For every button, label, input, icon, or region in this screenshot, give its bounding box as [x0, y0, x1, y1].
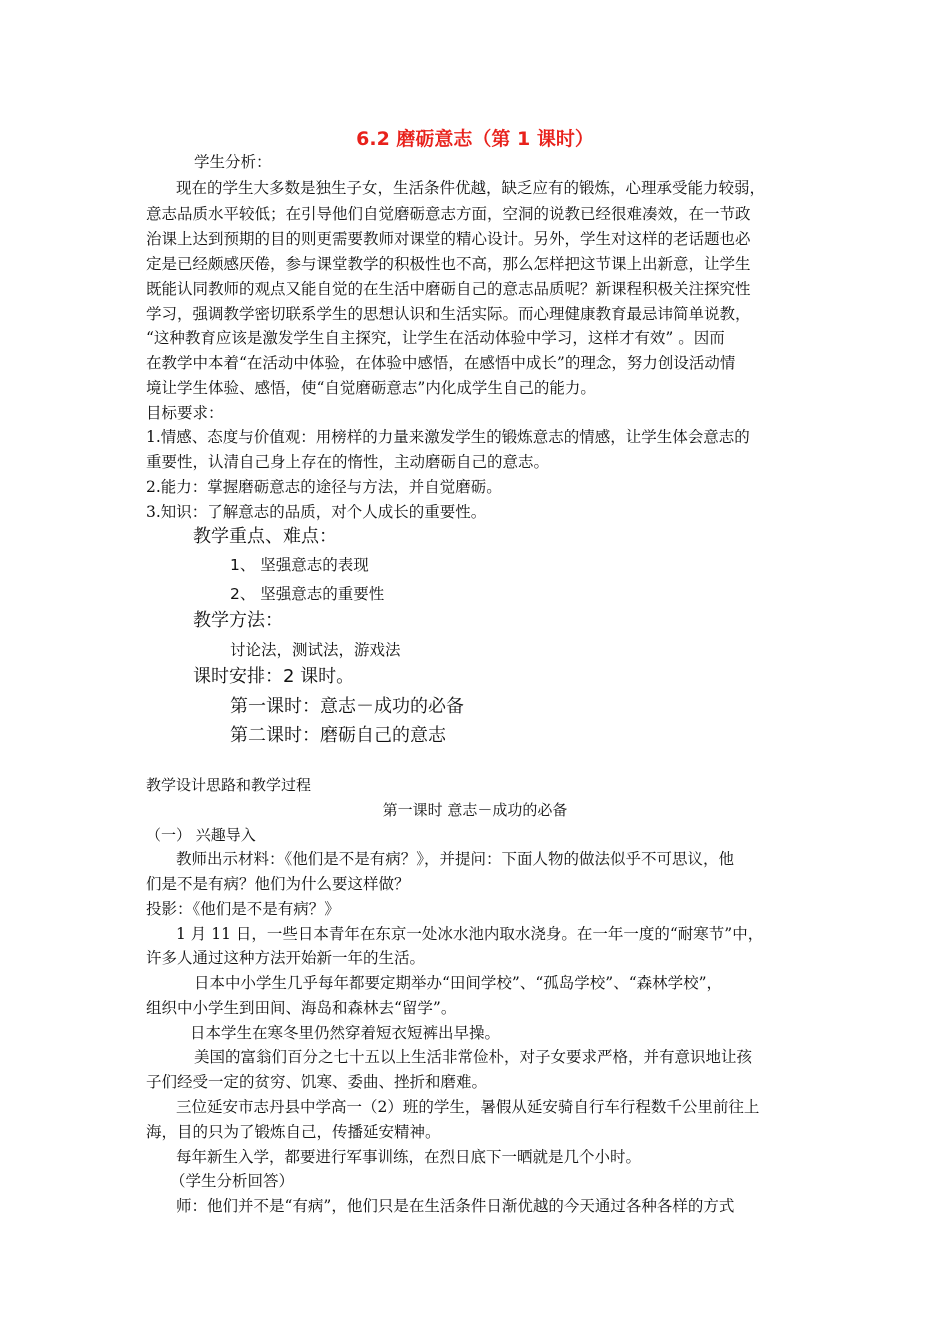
paragraph-line: 们是不是有病？他们为什么要这样做？	[146, 875, 410, 893]
section-heading: （一） 兴趣导入	[146, 826, 256, 844]
paragraph-line: 组织中小学生到田间、海岛和森林去“留学”。	[146, 999, 457, 1017]
paragraph-line: 意志品质水平较低；在引导他们自觉磨砺意志方面，空洞的说教已经很难凑效，在一节政	[146, 205, 751, 223]
goal-line: 2.能力：掌握磨砺意志的途径与方法，并自觉磨砺。	[146, 478, 502, 496]
paragraph-line: 既能认同教师的观点又能自觉的在生活中磨砺自己的意志品质呢？新课程积极关注探究性	[146, 280, 751, 298]
goals-heading: 目标要求：	[146, 404, 224, 422]
paragraph-line: 教师出示材料：《他们是不是有病？》，并提问：下面人物的做法似乎不可思议，他	[176, 850, 735, 868]
goal-line: 3.知识：了解意志的品质，对个人成长的重要性。	[146, 503, 487, 521]
student-analysis-heading: 学生分析：	[194, 153, 272, 171]
paragraph-line: 投影：《他们是不是有病？》	[146, 900, 340, 918]
schedule-heading: 课时安排：2 课时。	[193, 666, 355, 687]
paragraph-line: 海，目的只为了锻炼自己，传播延安精神。	[146, 1123, 441, 1141]
paragraph-line: 许多人通过这种方法开始新一年的生活。	[146, 949, 426, 967]
methods-heading: 教学方法：	[193, 610, 283, 631]
goal-line: 1.情感、态度与价值观：用榜样的力量来激发学生的锻炼意志的情感，让学生体会意志的	[146, 428, 750, 446]
paragraph-line: 学习，强调教学密切联系学生的思想认识和生活实际。而心理健康教育最忌讳简单说教，	[146, 305, 751, 323]
paragraph-line: 日本学生在寒冬里仍然穿着短衣短裤出早操。	[190, 1024, 501, 1042]
methods-text: 讨论法，测试法，游戏法	[230, 641, 401, 659]
paragraph-line: 美国的富翁们百分之七十五以上生活非常俭朴，对子女要求严格，并有意识地让孩	[194, 1048, 753, 1066]
paragraph-line: 每年新生入学，都要进行军事训练，在烈日底下一晒就是几个小时。	[176, 1148, 642, 1166]
paragraph-line: 日本中小学生几乎每年都要定期举办“田间学校”、“孤岛学校”、“森林学校”，	[194, 974, 723, 992]
schedule-second: 第二课时：磨砺自己的意志	[230, 725, 446, 746]
design-heading: 教学设计思路和教学过程	[146, 776, 312, 794]
paragraph-line: 定是已经颇感厌倦，参与课堂教学的积极性也不高，那么怎样把这节课上出新意，让学生	[146, 255, 751, 273]
key-point-item: 2、 坚强意志的重要性	[230, 585, 385, 603]
key-point-item: 1、 坚强意志的表现	[230, 556, 369, 574]
paragraph-line: 现在的学生大多数是独生子女，生活条件优越，缺乏应有的锻炼，心理承受能力较弱，	[176, 179, 766, 197]
paragraph-line: 治课上达到预期的目的则更需要教师对课堂的精心设计。另外，学生对这样的老话题也必	[146, 230, 751, 248]
page-title: 6.2 磨砺意志（第 1 课时）	[356, 128, 594, 150]
paragraph-line: “这种教育应该是激发学生自主探究，让学生在活动体验中学习，这样才有效” 。因而	[146, 329, 725, 347]
paragraph-line: 三位延安市志丹县中学高一（2）班的学生，暑假从延安骑自行车行程数千公里前往上	[176, 1098, 760, 1116]
key-points-heading: 教学重点、难点：	[193, 526, 337, 547]
goal-line: 重要性，认清自己身上存在的惰性，主动磨砺自己的意志。	[146, 453, 550, 471]
paragraph-line: 师：他们并不是“有病”，他们只是在生活条件日渐优越的今天通过各种各样的方式	[176, 1197, 735, 1215]
lesson-title: 第一课时 意志－成功的必备	[382, 801, 568, 819]
paragraph-line: 子们经受一定的贫穷、饥寒、委曲、挫折和磨难。	[146, 1073, 488, 1091]
paragraph-line: 境让学生体验、感悟，使“自觉磨砺意志”内化成学生自己的能力。	[146, 379, 596, 397]
schedule-first: 第一课时：意志－成功的必备	[230, 696, 464, 717]
paragraph-line: 在教学中本着“在活动中体验，在体验中感悟，在感悟中成长”的理念，努力创设活动情	[146, 354, 736, 372]
paragraph-line: （学生分析回答）	[170, 1172, 295, 1190]
paragraph-line: 1 月 11 日，一些日本青年在东京一处冰水池内取水浇身。在一年一度的“耐寒节”中，	[176, 925, 764, 943]
